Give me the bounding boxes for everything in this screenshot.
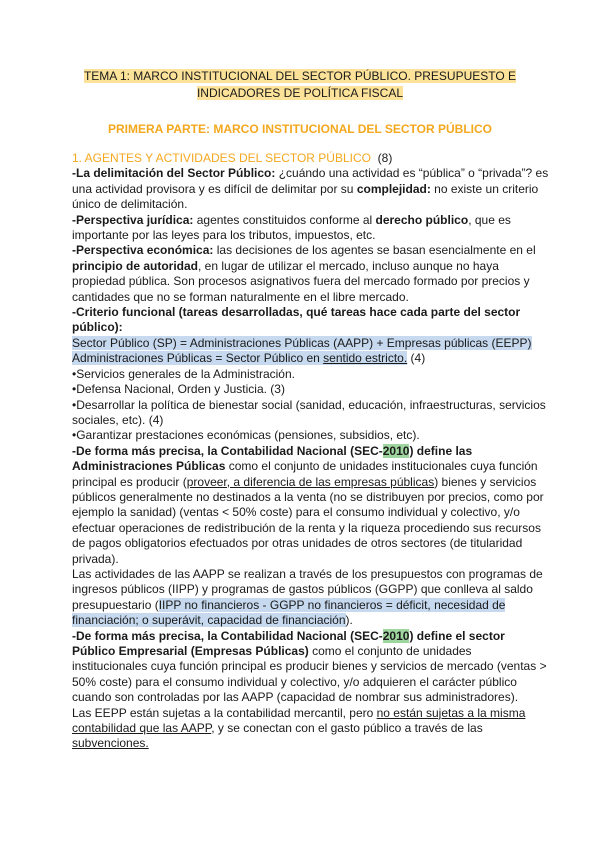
section-heading <box>72 151 550 166</box>
aapp-count: (4) <box>407 351 426 366</box>
juridica-text-2: , que es importante por las leyes para los tributos, impuestos, etc. <box>72 212 511 243</box>
paragraph-sec-aapp <box>72 444 550 567</box>
delimitacion-text-2: no existe un criterio único de delimitación. <box>72 181 539 212</box>
sec-aapp-year: 2010 <box>382 443 410 458</box>
sec-aapp-underline: proveer, a diferencia de las empresas públicas <box>186 474 435 489</box>
economica-label: -Perspectiva económica: <box>72 243 214 258</box>
section-heading-text: 1. AGENTES Y ACTIVIDADES DEL SECTOR PÚBLICO <box>72 151 371 165</box>
sp-definition <box>72 336 550 351</box>
bullet-item: •Servicios generales de la Administración. <box>72 366 295 381</box>
document-body <box>72 151 550 752</box>
bullet-item: •Desarrollar la política de bienestar social (sanidad, educación, infraestructuras, servicios sociales, etc). (4) <box>72 397 546 427</box>
sentido-estricto: sentido estricto. <box>323 351 408 366</box>
bullet-item: •Defensa Nacional, Orden y Justicia. (3) <box>72 382 285 397</box>
juridica-label: -Perspectiva jurídica: <box>72 212 194 227</box>
economica-bold: principio de autoridad <box>72 258 199 273</box>
funcional-label: -Criterio funcional (tareas desarrolladas, qué tareas hace cada parte del sector público): <box>72 305 521 335</box>
title-line-2: INDICADORES DE POLÍTICA FISCAL <box>196 86 404 100</box>
actividades-text-1: Las actividades de las AAPP se realizan a través de los presupuestos con programas de ingresos públicos (IIPP) y programas de gastos públicos (GGPP) que conlleva al saldo presupuestario ( <box>72 566 543 612</box>
delimitacion-text-1: ¿cuándo una actividad es “pública” o “privada”? es una actividad provisora y es difícil de delimitar por su <box>72 166 549 196</box>
sec-aapp-label-b: ) define las Administraciones Públicas <box>72 443 473 474</box>
contabilidad-underline-1: no están sujetas a la misma contabilidad que las AAPP <box>72 705 526 736</box>
juridica-text-1: agentes constituidos conforme al <box>193 212 376 227</box>
delimitacion-bold: complejidad: <box>356 181 431 196</box>
actividades-highlight: IIPP no financieros - GGPP no financieros = déficit, necesidad de financiación; o superávit, capacidad de financiación <box>72 597 506 628</box>
sec-eepp-text-1: como el conjunto de unidades institucionales cuya función principal es producir bienes y servicios de mercado (ventas > 50% coste) para el consumo individual y colectivo, y/o adquieren el carácter público cuando son controladas por las AAPP (capacidad de nombrar sus administradores). <box>72 644 547 705</box>
paragraph-contabilidad <box>72 706 550 752</box>
paragraph-sec-eepp <box>72 629 550 706</box>
section-heading-count: (8) <box>377 151 393 165</box>
sec-aapp-text-1: como el conjunto de unidades institucionales cuya función principal es producir ( <box>72 459 538 489</box>
aapp-definition <box>72 351 550 366</box>
sp-definition-text: Sector Público (SP) = Administraciones Públicas (AAPP) + Empresas públicas (EEPP) <box>72 335 532 350</box>
delimitacion-label: -La delimitación del Sector Público: <box>72 166 276 181</box>
part-subtitle: PRIMERA PARTE: MARCO INSTITUCIONAL DEL SECTOR PÚBLICO <box>107 122 492 136</box>
bullet-item: •Garantizar prestaciones económicas (pensiones, subsidios, etc). <box>72 428 420 443</box>
actividades-text-2: ). <box>345 613 353 628</box>
sec-eepp-label-b: ) define el sector Público Empresarial (Empresas Públicas) <box>72 628 505 658</box>
aapp-definition-text: Administraciones Públicas = Sector Público en <box>72 351 324 366</box>
economica-text-2: , en lugar de utilizar el mercado, incluso aunque no haya propiedad pública. Son procesos asignativos fuera del mercado formado por precios y cantidades que no se forman naturalmente en el libre mercado. <box>72 258 530 304</box>
sec-aapp-label-a: -De forma más precisa, la Contabilidad Nacional (SEC- <box>72 443 383 458</box>
paragraph-juridica <box>72 213 550 244</box>
contabilidad-text-2: , y se conectan con el gasto público a través de las <box>211 721 483 736</box>
economica-text-1: las decisiones de los agentes se basan esencialmente en el <box>213 243 536 258</box>
sec-eepp-label-a: -De forma más precisa, la Contabilidad Nacional (SEC- <box>72 628 383 643</box>
contabilidad-text-1: Las EEPP están sujetas a la contabilidad mercantil, pero <box>72 705 377 720</box>
paragraph-actividades <box>72 567 550 629</box>
sec-aapp-text-2: ) bienes y servicios públicos generalmente no destinados a la venta (no se distribuyen por precios, como por ejemplo la sanidad) (ventas < 50% coste) para el consumo individual y colectivo, y/o efectuar operaciones de redistribución de la renta y la riqueza procediendo sus recursos de pagos obligatorios efectuados por otras unidades de otros sectores (de titularidad privada). <box>72 474 544 566</box>
title-line-1: TEMA 1: MARCO INSTITUCIONAL DEL SECTOR PÚBLICO. PRESUPUESTO E <box>83 69 517 83</box>
sec-eepp-year: 2010 <box>382 628 410 643</box>
paragraph-economica <box>72 243 550 305</box>
page-title <box>60 68 540 102</box>
contabilidad-underline-2: subvenciones. <box>72 736 149 751</box>
paragraph-delimitacion <box>72 166 550 212</box>
juridica-bold: derecho público <box>375 212 469 227</box>
